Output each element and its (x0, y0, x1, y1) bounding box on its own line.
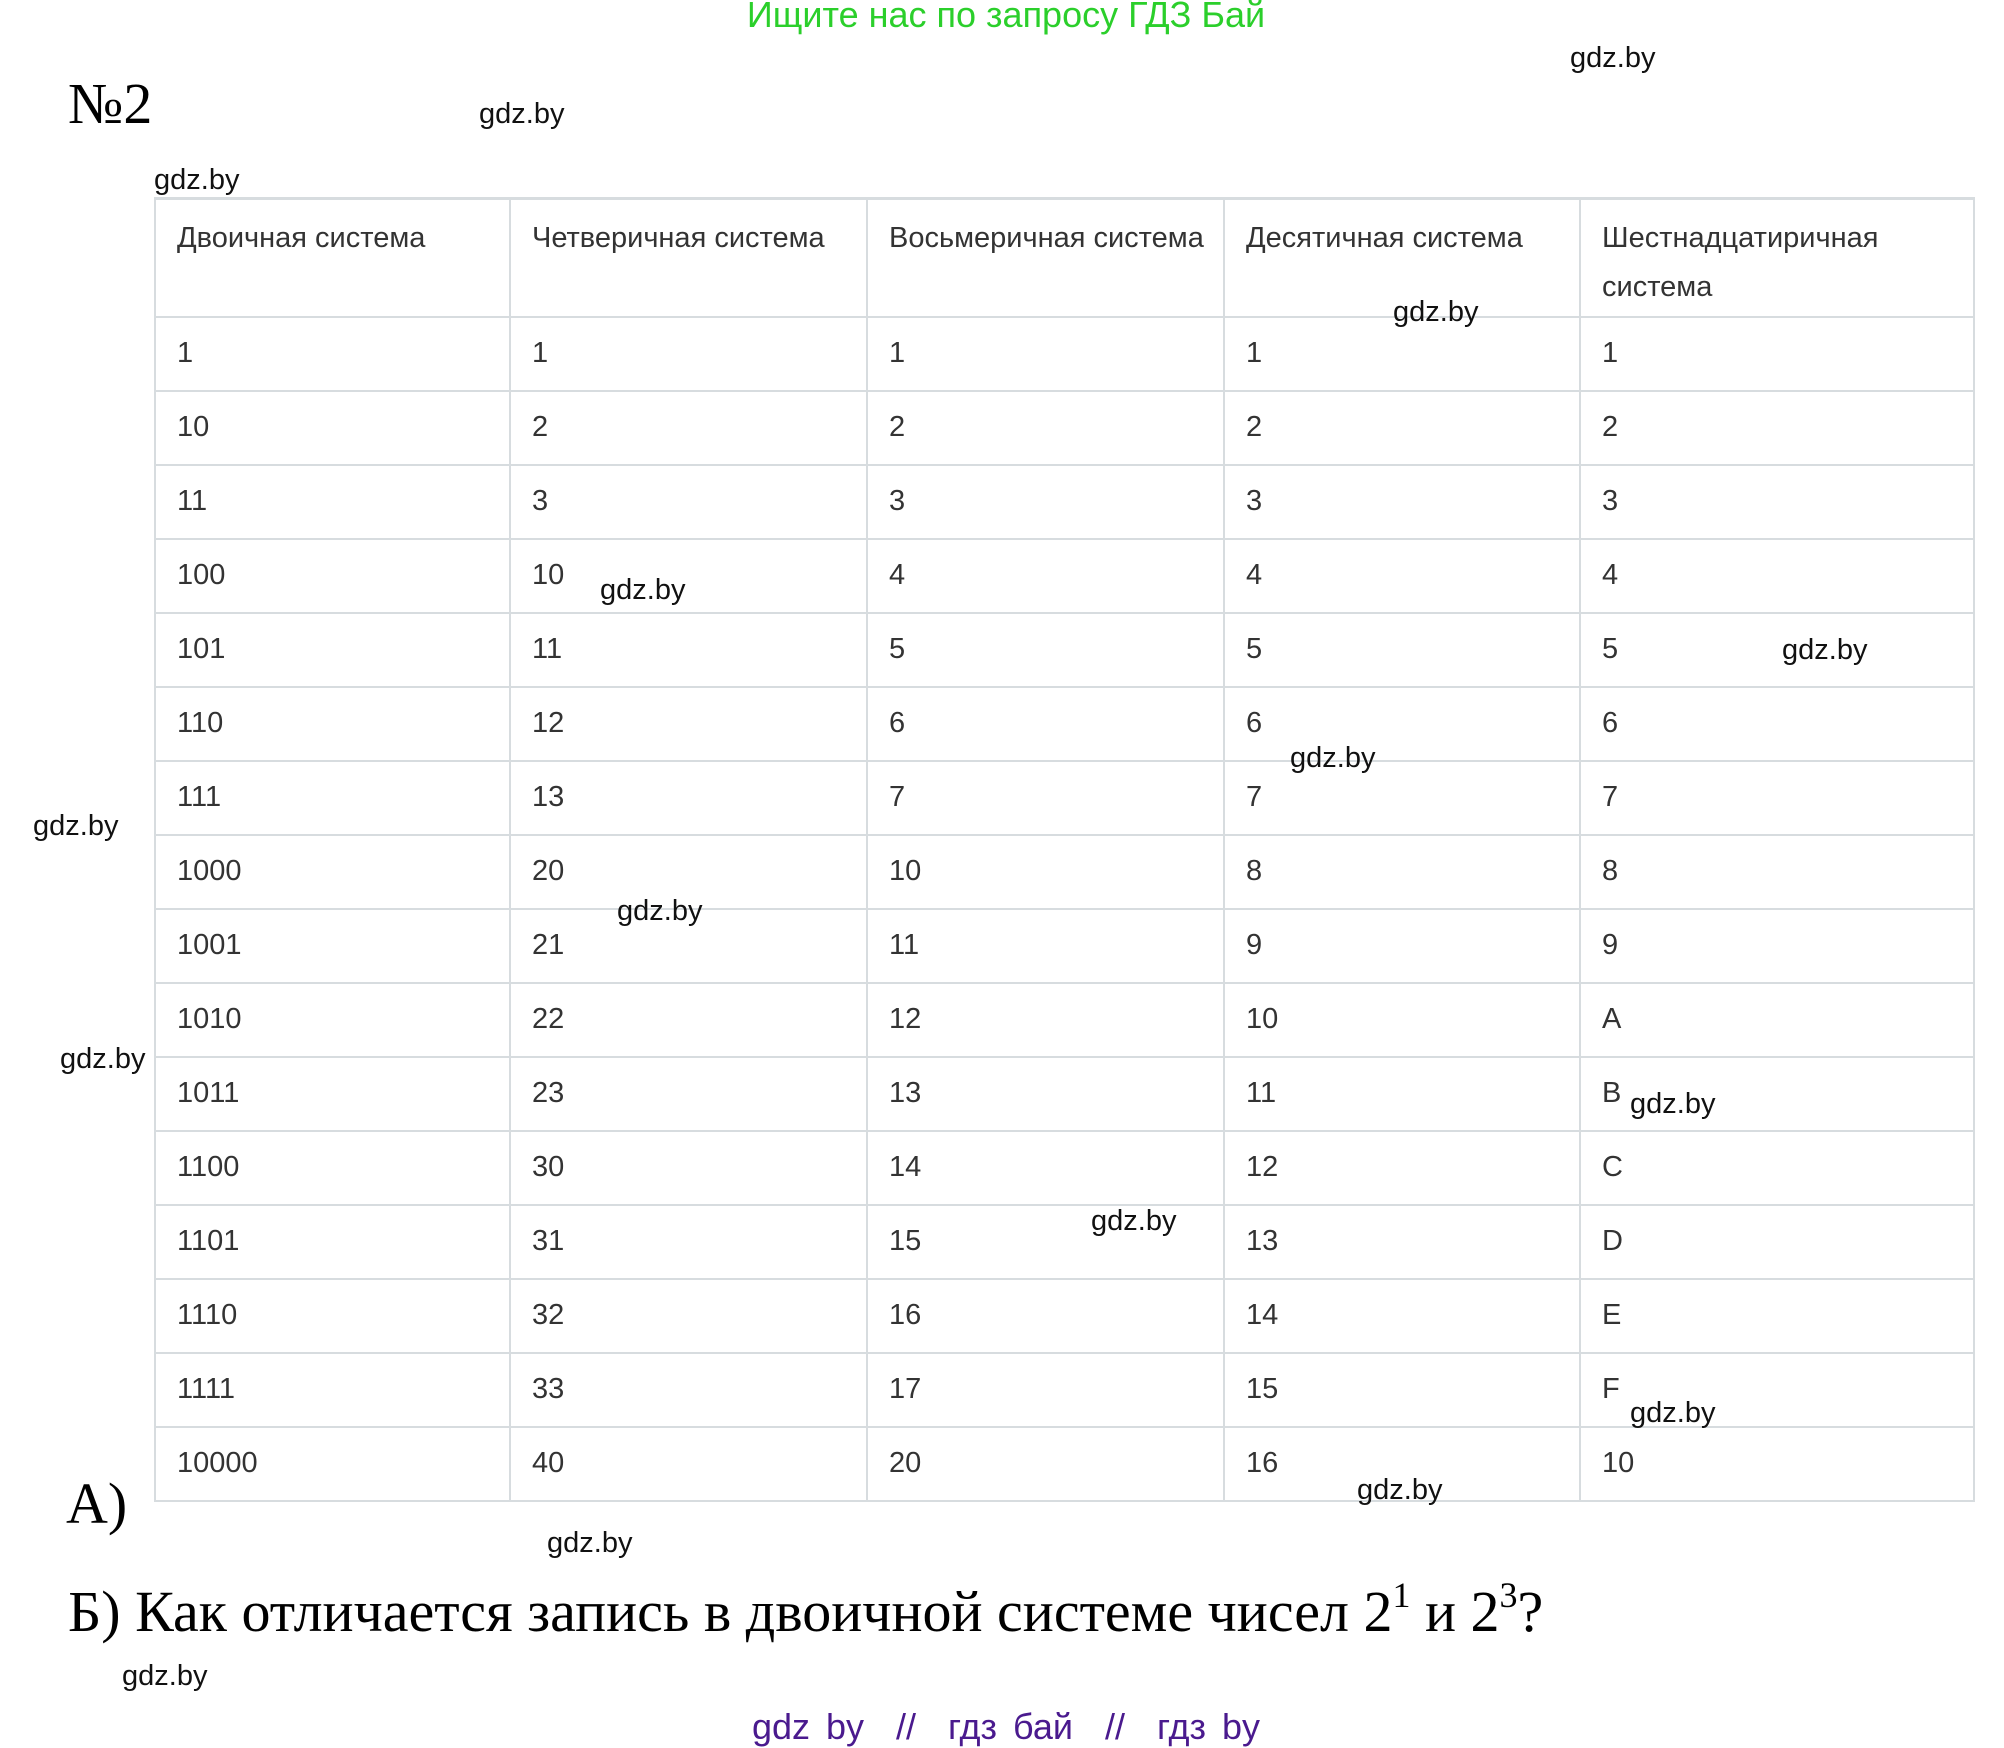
question-mid: и 2 (1410, 1579, 1500, 1644)
cell-decimal: 10 (1224, 983, 1580, 1057)
table-row (155, 909, 1974, 983)
cell-hex: 1 (1580, 317, 1974, 391)
promo-banner: Ищите нас по запросу ГДЗ Бай (746, 0, 1266, 35)
cell-decimal: 7 (1224, 761, 1580, 835)
cell-octal: 14 (867, 1131, 1224, 1205)
cell-binary: 10 (155, 391, 510, 465)
cell-decimal: 6 (1224, 687, 1580, 761)
number-systems-table (154, 197, 1975, 1502)
cell-hex: 7 (1580, 761, 1974, 835)
cell-hex: 9 (1580, 909, 1974, 983)
header-binary: Двоичная система (155, 199, 510, 317)
question-text: Б) Как отличается запись в двоичной системе чисел 2 (68, 1579, 1393, 1644)
watermark: gdz.by (547, 1527, 633, 1559)
table-row (155, 465, 1974, 539)
cell-decimal: 1 (1224, 317, 1580, 391)
cell-decimal: 4 (1224, 539, 1580, 613)
header-quaternary: Четверичная система (510, 199, 867, 317)
cell-decimal: 15 (1224, 1353, 1580, 1427)
task-number: №2 (68, 71, 153, 136)
cell-octal: 2 (867, 391, 1224, 465)
table-row (155, 1205, 1974, 1279)
cell-hex: 6 (1580, 687, 1974, 761)
table-row (155, 835, 1974, 909)
cell-octal: 13 (867, 1057, 1224, 1131)
cell-hex: F (1580, 1353, 1974, 1427)
cell-octal: 10 (867, 835, 1224, 909)
cell-hex: E (1580, 1279, 1974, 1353)
watermark: gdz.by (479, 98, 565, 130)
cell-decimal: 2 (1224, 391, 1580, 465)
cell-quaternary: 22 (510, 983, 867, 1057)
cell-hex: 3 (1580, 465, 1974, 539)
table-row (155, 687, 1974, 761)
table-row (155, 391, 1974, 465)
cell-binary: 100 (155, 539, 510, 613)
watermark: gdz.by (1357, 1474, 1443, 1506)
cell-octal: 15 (867, 1205, 1224, 1279)
exponent-1: 1 (1392, 1575, 1411, 1615)
table-row (155, 761, 1974, 835)
header-octal: Восьмеричная система (867, 199, 1224, 317)
cell-hex: C (1580, 1131, 1974, 1205)
cell-quaternary: 13 (510, 761, 867, 835)
cell-hex: 5 (1580, 613, 1974, 687)
cell-octal: 1 (867, 317, 1224, 391)
watermark: gdz.by (122, 1660, 208, 1692)
header-decimal: Десятичная система (1224, 199, 1580, 317)
cell-binary: 1 (155, 317, 510, 391)
cell-quaternary: 12 (510, 687, 867, 761)
cell-decimal: 9 (1224, 909, 1580, 983)
cell-quaternary: 31 (510, 1205, 867, 1279)
cell-decimal: 5 (1224, 613, 1580, 687)
cell-octal: 12 (867, 983, 1224, 1057)
cell-hex: A (1580, 983, 1974, 1057)
cell-octal: 17 (867, 1353, 1224, 1427)
cell-quaternary: 10 (510, 539, 867, 613)
cell-octal: 6 (867, 687, 1224, 761)
table-header-row (155, 199, 1974, 317)
watermark: gdz.by (60, 1043, 146, 1075)
watermark: gdz.by (154, 164, 240, 196)
cell-quaternary: 33 (510, 1353, 867, 1427)
cell-binary: 1001 (155, 909, 510, 983)
cell-binary: 1100 (155, 1131, 510, 1205)
cell-binary: 11 (155, 465, 510, 539)
cell-binary: 1000 (155, 835, 510, 909)
cell-hex: 8 (1580, 835, 1974, 909)
exponent-3: 3 (1499, 1575, 1518, 1615)
cell-binary: 1110 (155, 1279, 510, 1353)
table-row (155, 1131, 1974, 1205)
watermark: gdz.by (1091, 1205, 1177, 1237)
part-a-label: А) (66, 1471, 128, 1536)
table-row (155, 539, 1974, 613)
cell-quaternary: 1 (510, 317, 867, 391)
cell-decimal: 14 (1224, 1279, 1580, 1353)
cell-decimal: 8 (1224, 835, 1580, 909)
cell-binary: 1010 (155, 983, 510, 1057)
cell-binary: 1111 (155, 1353, 510, 1427)
cell-quaternary: 3 (510, 465, 867, 539)
cell-decimal: 12 (1224, 1131, 1580, 1205)
table-row (155, 1279, 1974, 1353)
cell-hex: 10 (1580, 1427, 1974, 1501)
watermark: gdz.by (1393, 296, 1479, 328)
cell-hex: 4 (1580, 539, 1974, 613)
cell-binary: 10000 (155, 1427, 510, 1501)
watermark: gdz.by (1290, 742, 1376, 774)
watermark: gdz.by (1570, 42, 1656, 74)
cell-binary: 110 (155, 687, 510, 761)
cell-octal: 4 (867, 539, 1224, 613)
cell-binary: 101 (155, 613, 510, 687)
watermark: gdz.by (1630, 1088, 1716, 1120)
cell-hex: D (1580, 1205, 1974, 1279)
cell-octal: 5 (867, 613, 1224, 687)
cell-decimal: 3 (1224, 465, 1580, 539)
cell-quaternary: 11 (510, 613, 867, 687)
cell-quaternary: 32 (510, 1279, 867, 1353)
cell-binary: 111 (155, 761, 510, 835)
cell-octal: 16 (867, 1279, 1224, 1353)
cell-octal: 20 (867, 1427, 1224, 1501)
cell-binary: 1011 (155, 1057, 510, 1131)
cell-octal: 7 (867, 761, 1224, 835)
cell-quaternary: 20 (510, 835, 867, 909)
question-end: ? (1517, 1579, 1544, 1644)
table-row (155, 983, 1974, 1057)
cell-quaternary: 23 (510, 1057, 867, 1131)
cell-hex: B (1580, 1057, 1974, 1131)
table-row (155, 317, 1974, 391)
cell-octal: 11 (867, 909, 1224, 983)
cell-hex: 2 (1580, 391, 1974, 465)
table-body (155, 317, 1974, 1501)
table-row (155, 613, 1974, 687)
watermark: gdz.by (617, 895, 703, 927)
header-hex: Шестнадцатиричная система (1580, 199, 1974, 317)
cell-binary: 1101 (155, 1205, 510, 1279)
cell-decimal: 16 (1224, 1427, 1580, 1501)
cell-quaternary: 30 (510, 1131, 867, 1205)
cell-decimal: 13 (1224, 1205, 1580, 1279)
watermark: gdz.by (33, 810, 119, 842)
cell-octal: 3 (867, 465, 1224, 539)
watermark: gdz.by (1782, 634, 1868, 666)
table-row (155, 1427, 1974, 1501)
cell-decimal: 11 (1224, 1057, 1580, 1131)
cell-quaternary: 21 (510, 909, 867, 983)
footer-links: gdz by // гдз бай // гдз by (751, 1706, 1261, 1747)
part-b-question (68, 1575, 1544, 1645)
watermark: gdz.by (1630, 1397, 1716, 1429)
cell-quaternary: 40 (510, 1427, 867, 1501)
cell-quaternary: 2 (510, 391, 867, 465)
watermark: gdz.by (600, 574, 686, 606)
